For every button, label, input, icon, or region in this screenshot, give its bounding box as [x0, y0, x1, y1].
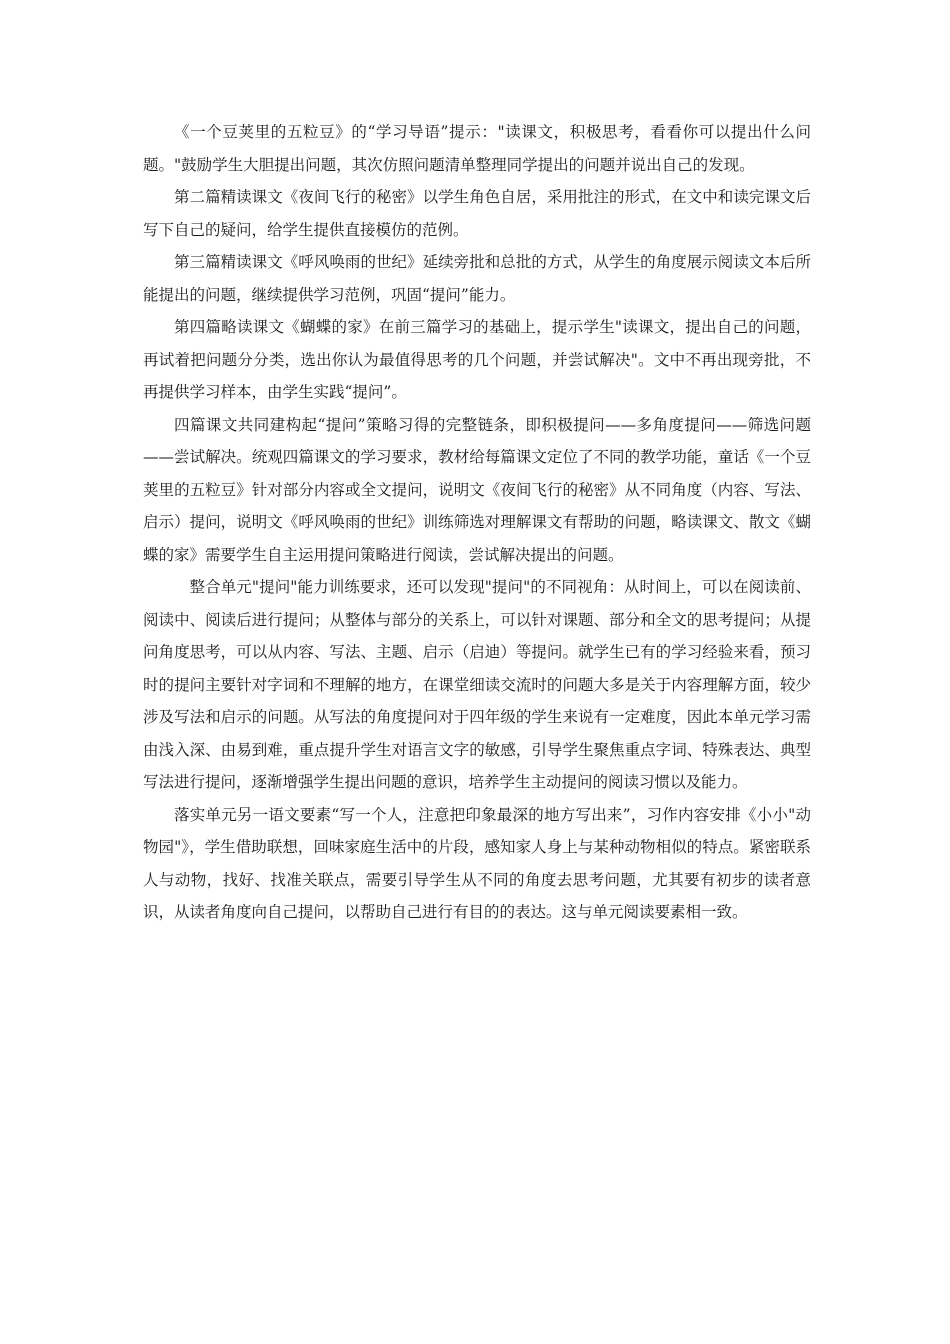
- paragraph-4: 第四篇略读课文《蝴蝶的家》在前三篇学习的基础上，提示学生"读课文，提出自己的问题，再试着把问题分分类，选出你认为最值得思考的几个问题，并尝试解决"。文中不再出现旁批，不再提供学习样本，由学生实践“提问”。: [143, 318, 811, 401]
- paragraph-7: 落实单元另一语文要素“写一个人，注意把印象最深的地方写出来”，习作内容安排《小小"动物园"》，学生借助联想，回味家庭生活中的片段，感知家人身上与某种动物相似的特点。紧密联系人与动物，找好、找准关联点，需要引导学生从不同的角度去思考问题，尤其要有初步的读者意识，从读者角度向自己提问，以帮助自己进行有目的的表达。这与单元阅读要素相一致。: [143, 805, 811, 921]
- paragraph-5: 四篇课文共同建构起“提问”策略习得的完整链条，即积极提问——多角度提问——筛选问题——尝试解决。统观四篇课文的学习要求，教材给每篇课文定位了不同的教学功能，童话《一个豆荚里的五粒豆》针对部分内容或全文提问，说明文《夜间飞行的秘密》从不同角度（内容、写法、启示）提问，说明文《呼风唤雨的世纪》训练筛选对理解课文有帮助的问题，略读课文、散文《蝴蝶的家》需要学生自主运用提问策略进行阅读，尝试解决提出的问题。: [143, 415, 811, 564]
- paragraph-6: 整合单元"提问"能力训练要求，还可以发现"提问"的不同视角：从时间上，可以在阅读前、阅读中、阅读后进行提问；从整体与部分的关系上，可以针对课题、部分和全文的思考提问；从提问角度思考，可以从内容、写法、主题、启示（启迪）等提问。就学生已有的学习经验来看，预习时的提问主要针对字词和不理解的地方，在课堂细读交流时的问题大多是关于内容理解方面，较少涉及写法和启示的问题。从写法的角度提问对于四年级的学生来说有一定难度，因此本单元学习需由浅入深、由易到难，重点提升学生对语言文字的敏感，引导学生聚焦重点字词、特殊表达、典型写法进行提问，逐渐增强学生提出问题的意识，培养学生主动提问的阅读习惯以及能力。: [143, 578, 811, 791]
- paragraph-1: 《一个豆荚里的五粒豆》的“学习导语”提示："读课文，积极思考，看看你可以提出什么问题。"鼓励学生大胆提出问题，其次仿照问题清单整理同学提出的问题并说出自己的发现。: [143, 123, 811, 174]
- document-body: [143, 116, 811, 929]
- paragraph-2: 第二篇精读课文《夜间飞行的秘密》以学生角色自居，采用批注的形式，在文中和读完课文后写下自己的疑问，给学生提供直接模仿的范例。: [143, 188, 811, 239]
- paragraph-3: 第三篇精读课文《呼风唤雨的世纪》延续旁批和总批的方式，从学生的角度展示阅读文本后所能提出的问题，继续提供学习范例，巩固“提问”能力。: [143, 253, 811, 304]
